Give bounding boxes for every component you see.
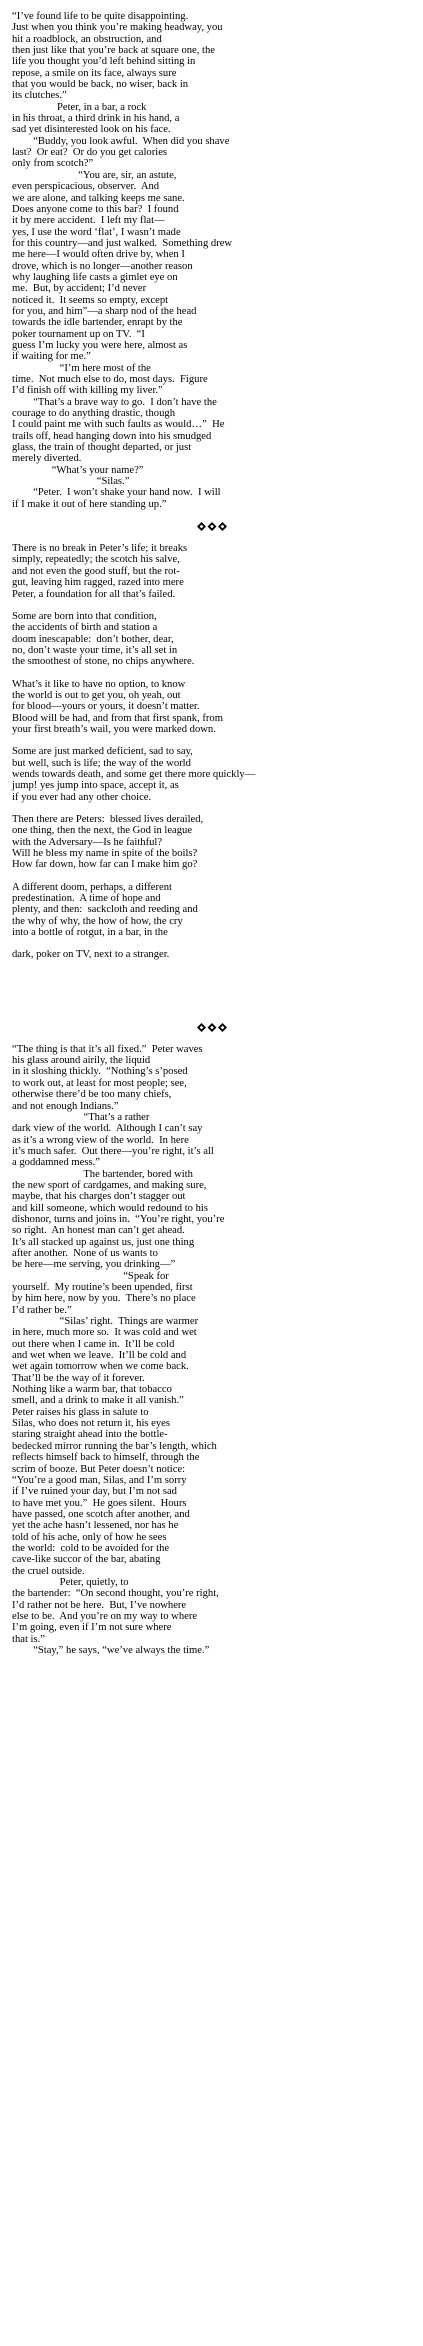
text-line: drove, which is no longer—another reason <box>12 260 193 272</box>
text-line: me here—I would often drive by, when I <box>12 249 185 261</box>
text-line: dishonor, turns and joins in. “You’re right, you’re <box>12 1213 225 1225</box>
text-line: no, don’t waste your time, it’s all set in <box>12 644 178 656</box>
text-line: and not enough Indians.” <box>12 1100 119 1112</box>
text-line: yourself. My routine’s been upended, first <box>12 1282 193 1293</box>
text-line: What’s it like to have no option, to know <box>12 678 186 690</box>
text-line: the smoothest of stone, no chips anywhere. <box>12 656 195 668</box>
text-line: for blood—yours or yours, it doesn’t matter. <box>12 701 200 713</box>
text-line: “You’re a good man, Silas, and I’m sorry <box>12 1474 187 1486</box>
verse-stanza-2 <box>12 611 411 668</box>
text-line: why laughing life casts a gimlet eye on <box>12 271 178 283</box>
text-line: gut, leaving him ragged, razed into mere <box>12 577 184 589</box>
text-line: be here—me serving, you drinking—” <box>12 1259 176 1271</box>
text-line: towards the idle bartender, enrapt by the <box>12 317 183 329</box>
text-line: Peter, quietly, to <box>12 1576 129 1588</box>
text-line: “Silas’ right. Things are warmer <box>12 1316 199 1328</box>
text-line: That’ll be the way of it forever. <box>12 1372 145 1384</box>
text-line: I’d rather not be here. But, I’ve nowhere <box>12 1599 187 1611</box>
text-line: as it’s a wrong view of the world. In here <box>12 1134 189 1146</box>
text-line: dark view of the world. Although I can’t say <box>12 1123 203 1135</box>
text-line: time. Not much else to do, most days. Figure <box>12 374 208 385</box>
text-line: but well, such is life; the way of the world <box>12 757 191 769</box>
text-line: Some are born into that condition, <box>12 610 157 622</box>
text-line: if you ever had any other choice. <box>12 791 152 803</box>
verse-stanza-6 <box>12 882 411 939</box>
text-line: the world is out to get you, oh yeah, out <box>12 689 181 701</box>
text-line: then just like that you’re back at square one, the <box>12 45 215 57</box>
text-line: “Silas.” <box>12 476 130 488</box>
text-line: I’m going, even if I’m not sure where <box>12 1622 172 1634</box>
text-line: Blood will be had, and from that first spank, from <box>12 712 223 724</box>
text-line: Nothing like a warm bar, that tobacco <box>12 1384 172 1396</box>
text-line: life you thought you’d left behind sitting in <box>12 56 196 68</box>
text-line: predestination. A time of hope and <box>12 893 161 905</box>
section-divider-2 <box>12 1011 411 1044</box>
text-line: it by mere accident. I left my flat— <box>12 215 165 227</box>
text-line: Just when you think you’re making headway, you <box>12 22 223 34</box>
text-line: “That’s a brave way to go. I don’t have the <box>12 396 217 408</box>
text-line: How far down, how far can I make him go? <box>12 859 198 871</box>
text-line: the new sport of cardgames, and making sure, <box>12 1179 207 1191</box>
text-line: Then there are Peters: blessed lives derailed, <box>12 814 204 825</box>
text-line: dark, poker on TV, next to a stranger. <box>12 949 170 961</box>
text-line: “That’s a rather <box>12 1111 150 1123</box>
text-line: I could paint me with such faults as would…” He <box>12 419 225 431</box>
text-line: to have met you.” He goes silent. Hours <box>12 1497 187 1509</box>
text-line: It’s all stacked up against us, just one thing <box>12 1236 195 1248</box>
text-line: have passed, one scotch after another, and <box>12 1508 190 1520</box>
text-line: simply, repeatedly; the scotch his salve, <box>12 554 180 566</box>
text-line: staring straight ahead into the bottle- <box>12 1429 168 1441</box>
text-line: if I’ve ruined your day, but I’m not sad <box>12 1486 177 1498</box>
text-line: smell, and a drink to make it all vanish.” <box>12 1395 184 1407</box>
text-line: Silas, who does not return it, his eyes <box>12 1418 171 1430</box>
text-line: otherwise there’d be too many chiefs, <box>12 1089 172 1101</box>
text-line: in his throat, a third drink in his hand, a <box>12 113 180 125</box>
text-line: and kill someone, which would redound to his <box>12 1202 208 1214</box>
text-line: Will he bless my name in spite of the boils? <box>12 848 198 860</box>
text-line: only from scotch?” <box>12 158 94 170</box>
text-line: glass, the train of thought departed, or just <box>12 442 192 454</box>
text-line: if waiting for me.” <box>12 351 91 363</box>
text-line: the bartender: “On second thought, you’re right, <box>12 1588 219 1600</box>
text-line: so right. An honest man can’t get ahead. <box>12 1225 185 1237</box>
text-line: the world: cold to be avoided for the <box>12 1542 170 1554</box>
text-line: else to be. And you’re on my way to where <box>12 1610 198 1622</box>
text-line: reflects himself back to himself, through the <box>12 1452 200 1464</box>
text-line: The bartender, bored with <box>12 1168 193 1180</box>
text-line: after another. None of us wants to <box>12 1247 158 1259</box>
text-line: for this country—and just walked. Something drew <box>12 237 233 249</box>
text-line: in here, much more so. It was cold and wet <box>12 1327 197 1339</box>
dialogue-part-1 <box>12 11 411 510</box>
text-line: “What’s your name?” <box>12 464 144 476</box>
text-line: for you, and him”—a sharp nod of the head <box>12 305 197 317</box>
text-line: by him here, now by you. There’s no place <box>12 1293 196 1305</box>
text-line: jump! yes jump into space, accept it, as <box>12 780 179 792</box>
text-line: your first breath’s wail, you were marked down. <box>12 723 216 735</box>
text-line: Peter raises his glass in salute to <box>12 1406 149 1418</box>
text-line: A different doom, perhaps, a different <box>12 881 172 893</box>
text-line: and not even the good stuff, but the rot- <box>12 565 180 577</box>
text-line: Some are just marked deficient, sad to say, <box>12 746 193 758</box>
text-line: the accidents of birth and station a <box>12 622 158 634</box>
text-line: if I make it out of here standing up.” <box>12 498 167 510</box>
text-line: merely diverted. <box>12 453 82 465</box>
text-line: with the Adversary—Is he faithful? <box>12 836 163 848</box>
text-line: last? Or eat? Or do you get calories <box>12 147 168 159</box>
text-line: I’d finish off with killing my liver.” <box>12 385 163 397</box>
verse-stanza-4 <box>12 746 411 803</box>
text-line: maybe, that his charges don’t stagger out <box>12 1191 186 1203</box>
section-divider <box>12 510 411 543</box>
text-line: to work out, at least for most people; see, <box>12 1077 187 1089</box>
text-line: its clutches.” <box>12 90 67 102</box>
text-line: doom inescapable: don’t bother, dear, <box>12 633 174 645</box>
text-line: out there when I came in. It’ll be cold <box>12 1338 175 1350</box>
text-line: Does anyone come to this bar? I found <box>12 203 179 215</box>
diamond-ornament-icon <box>197 1023 227 1032</box>
diamond-ornament-icon <box>197 522 227 531</box>
verse-stanza-7 <box>12 949 411 960</box>
text-line: I’d rather be.” <box>12 1304 72 1316</box>
text-line: and wet when we leave. It’ll be cold and <box>12 1350 187 1362</box>
text-line: Peter, a foundation for all that’s failed. <box>12 588 176 600</box>
text-line: plenty, and then: sackcloth and reeding and <box>12 904 198 916</box>
text-line: that is.” <box>12 1633 45 1645</box>
text-line: the why of why, the how of how, the cry <box>12 915 183 927</box>
text-line: we are alone, and talking keeps me sane. <box>12 192 185 204</box>
text-line: “I’m here most of the <box>12 362 151 374</box>
text-line: wends towards death, and some get there more quickly— <box>12 768 256 780</box>
verse-stanza-5 <box>12 814 411 871</box>
text-line: scrim of booze. But Peter doesn’t notice: <box>12 1463 186 1475</box>
text-line: it’s much safer. Out there—you’re right, it’s all <box>12 1145 214 1157</box>
text-line: his glass around airily, the liquid <box>12 1055 151 1067</box>
text-line: yet the ache hasn’t lessened, nor has he <box>12 1520 179 1532</box>
text-line: me. But, by accident; I’d never <box>12 283 147 295</box>
text-line: sad yet disinterested look on his face. <box>12 124 171 136</box>
text-line: “The thing is that it’s all fixed.” Peter waves <box>12 1043 203 1055</box>
text-line: bedecked mirror running the bar’s length, which <box>12 1440 217 1452</box>
text-line: wet again tomorrow when we come back. <box>12 1361 189 1373</box>
text-line: “Speak for <box>12 1270 169 1282</box>
text-line: “Peter. I won’t shake your hand now. I will <box>12 487 221 499</box>
text-line: told of his ache, only of how he sees <box>12 1531 167 1543</box>
text-line: “You are, sir, an astute, <box>12 169 177 181</box>
text-line: Peter, in a bar, a rock <box>12 101 147 113</box>
dialogue-part-2 <box>12 1044 411 1657</box>
text-line: into a bottle of rotgut, in a bar, in the <box>12 927 168 939</box>
text-line: “I’ve found life to be quite disappointing. <box>12 11 189 22</box>
text-line: the cruel outside. <box>12 1565 85 1577</box>
text-line: yes, I use the word ‘flat’, I wasn’t made <box>12 226 181 238</box>
text-line: a goddamned mess.” <box>12 1157 100 1169</box>
verse-stanza-1 <box>12 543 411 600</box>
text-line: poker tournament up on TV. “I <box>12 328 145 340</box>
text-line: repose, a smile on its face, always sure <box>12 67 177 79</box>
text-line: cave-like succor of the bar, abating <box>12 1554 161 1566</box>
text-line: hit a roadblock, an obstruction, and <box>12 33 162 45</box>
text-line: “Buddy, you look awful. When did you shave <box>12 135 230 147</box>
text-line: courage to do anything drastic, though <box>12 408 175 420</box>
verse-stanza-3 <box>12 679 411 736</box>
text-line: in it sloshing thickly. “Nothing’s s’posed <box>12 1066 188 1078</box>
text-line: trails off, head hanging down into his smudged <box>12 430 212 442</box>
text-line: that you would be back, no wiser, back in <box>12 79 189 91</box>
text-line: guess I’m lucky you were here, almost as <box>12 339 188 351</box>
text-line: There is no break in Peter’s life; it breaks <box>12 543 188 555</box>
text-line: noticed it. It seems so empty, except <box>12 294 169 306</box>
text-line: “Stay,” he says, “we’ve always the time.” <box>12 1645 210 1656</box>
text-line: one thing, then the next, the God in league <box>12 825 193 837</box>
text-line: even perspicacious, observer. And <box>12 181 160 193</box>
